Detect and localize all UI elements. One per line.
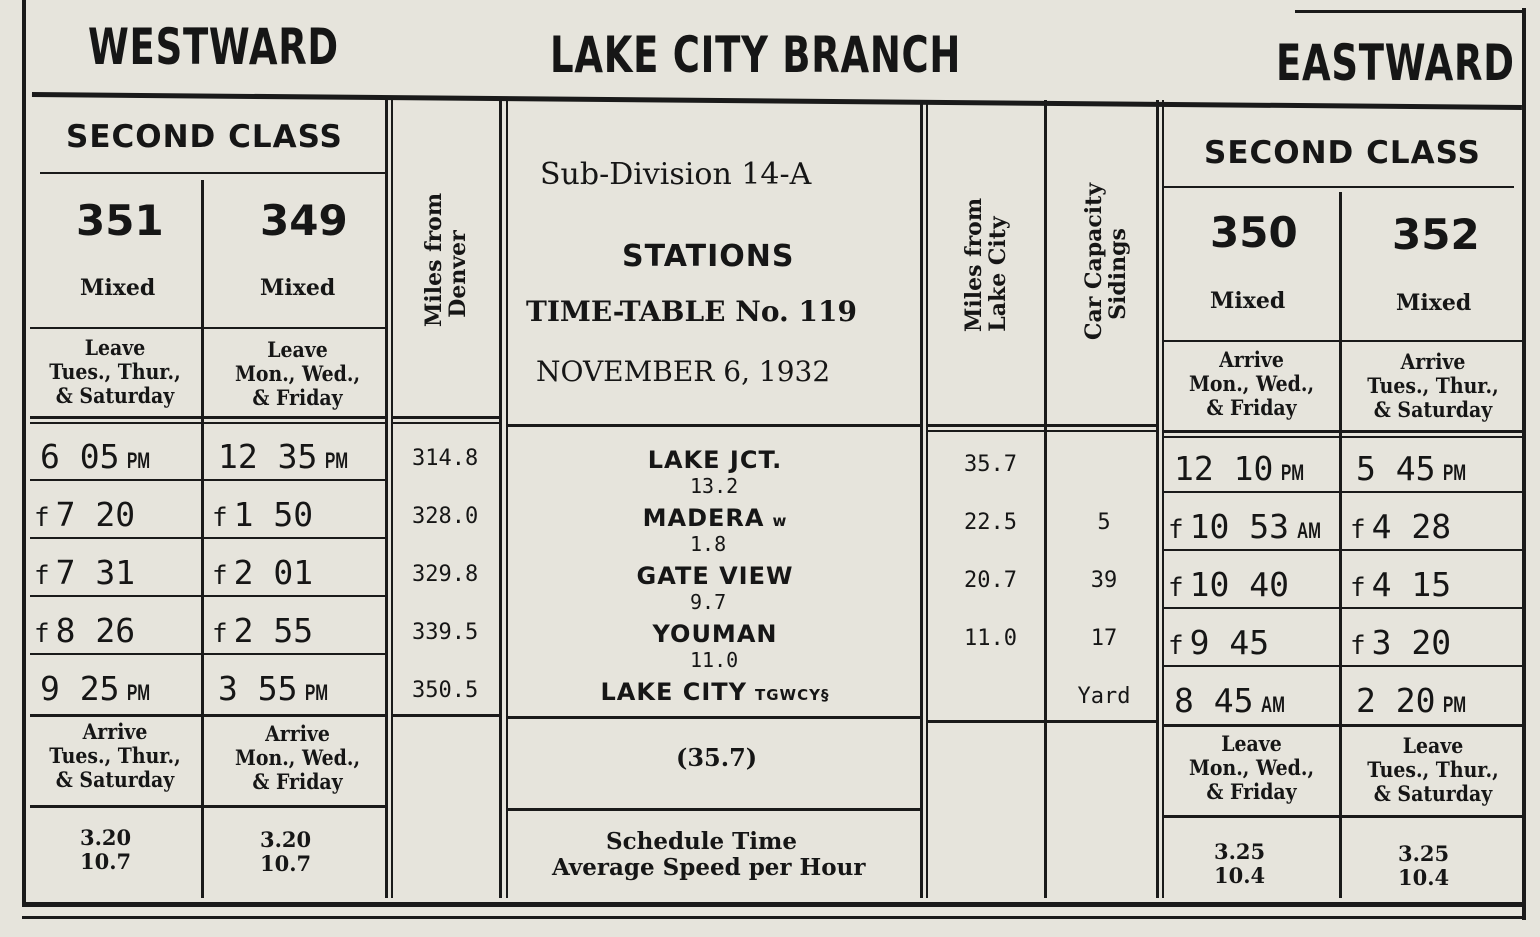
station-name xyxy=(560,506,870,530)
station-marks: w xyxy=(772,512,788,530)
time-value: 9 45 xyxy=(1189,623,1270,662)
sidings-header: Car Capacity Sidings xyxy=(1081,182,1131,340)
col-divider xyxy=(391,100,393,898)
top-border xyxy=(1295,10,1525,13)
train-number: 350 xyxy=(1210,208,1298,257)
inter-station-distance: 9.7 xyxy=(690,590,727,614)
flag-stop-mark: f xyxy=(34,619,50,649)
row-rule xyxy=(508,808,920,811)
flag-stop-mark: f xyxy=(1168,573,1184,603)
col-divider xyxy=(1156,100,1159,898)
speed-label: Average Speed per Hour xyxy=(552,854,866,881)
row-rule xyxy=(508,716,920,719)
schedule-speed: 3.20 10.7 xyxy=(80,825,132,874)
time-cell xyxy=(34,669,160,708)
train-number: 349 xyxy=(260,196,348,245)
time-value: 6 05 xyxy=(40,437,120,476)
siding-capacity: Yard xyxy=(1077,684,1131,709)
flag-stop-mark: f xyxy=(212,503,228,533)
train-type: Mixed xyxy=(1210,288,1286,314)
train-type: Mixed xyxy=(1396,290,1472,316)
bottom-rule xyxy=(22,916,1526,919)
lake-city-mileage: 20.7 xyxy=(964,568,1017,593)
train-number: 351 xyxy=(76,196,164,245)
siding-capacity: 5 xyxy=(1097,510,1111,535)
ampm: AM xyxy=(1261,692,1286,717)
time-value: 10 53 xyxy=(1189,507,1289,546)
station-label: MADERA xyxy=(642,504,765,532)
miles-from-lake-city-header: Miles from Lake City xyxy=(961,197,1011,332)
row-rule xyxy=(1164,491,1522,493)
time-cell xyxy=(34,495,143,534)
schedule-label: Schedule Time xyxy=(606,828,797,855)
flag-stop-mark: f xyxy=(212,619,228,649)
row-rule xyxy=(30,416,385,419)
time-cell xyxy=(1168,681,1296,720)
flag-stop-mark: f xyxy=(1168,515,1184,545)
time-cell xyxy=(1168,623,1277,662)
time-cell xyxy=(212,669,338,708)
time-value: 12 35 xyxy=(218,437,318,476)
row-rule xyxy=(393,714,499,717)
time-cell xyxy=(1168,449,1314,488)
siding-capacity: 17 xyxy=(1090,626,1118,651)
ampm: PM xyxy=(1281,460,1305,485)
time-cell xyxy=(212,611,321,650)
flag-stop-mark: f xyxy=(1350,573,1366,603)
arrive-days: Arrive Tues., Thur., & Saturday xyxy=(1367,349,1499,422)
col-divider xyxy=(926,100,928,898)
denver-mileage: 314.8 xyxy=(412,446,479,471)
station-name xyxy=(560,564,870,588)
westward-heading: WESTWARD xyxy=(88,18,339,76)
time-cell xyxy=(1350,565,1459,604)
ampm: PM xyxy=(1443,692,1467,717)
col-divider xyxy=(506,100,508,898)
time-cell xyxy=(34,553,143,592)
inter-station-distance: 1.8 xyxy=(690,532,727,556)
denver-mileage: 328.0 xyxy=(412,504,479,529)
station-name xyxy=(560,680,870,704)
row-rule xyxy=(1164,340,1522,342)
time-value: 2 01 xyxy=(233,553,314,592)
flag-stop-mark: f xyxy=(1350,515,1366,545)
row-rule xyxy=(30,653,385,655)
time-value: 7 20 xyxy=(55,495,136,534)
time-cell xyxy=(212,553,321,592)
row-rule xyxy=(30,805,385,808)
leave-days: Leave Tues., Thur., & Saturday xyxy=(49,335,181,408)
time-cell xyxy=(1350,449,1476,488)
arrive-days: Arrive Tues., Thur., & Saturday xyxy=(49,719,181,792)
inter-station-distance: 13.2 xyxy=(690,474,739,498)
station-label: YOUMAN xyxy=(652,620,778,648)
right-border xyxy=(1522,8,1526,920)
leave-days: Leave Mon., Wed., & Friday xyxy=(234,337,361,410)
time-value: 5 45 xyxy=(1356,449,1436,488)
stations-label: STATIONS xyxy=(622,239,795,274)
ampm: PM xyxy=(1443,460,1467,485)
time-cell xyxy=(1168,565,1297,604)
lake-city-mileage: 22.5 xyxy=(964,510,1017,535)
time-cell xyxy=(1168,507,1331,546)
row-rule xyxy=(30,479,385,481)
time-cell xyxy=(212,437,358,476)
timetable-number: TIME-TABLE No. 119 xyxy=(526,295,857,328)
row-rule xyxy=(30,714,385,717)
row-rule xyxy=(1164,430,1522,433)
time-value: 2 20 xyxy=(1356,681,1436,720)
inter-station-distance: 11.0 xyxy=(690,648,739,672)
time-value: 8 45 xyxy=(1174,681,1254,720)
row-rule xyxy=(1164,549,1522,551)
col-divider xyxy=(920,100,923,898)
col-divider xyxy=(1339,192,1342,898)
time-value: 4 15 xyxy=(1371,565,1452,604)
leave-days: Leave Tues., Thur., & Saturday xyxy=(1367,733,1499,806)
row-rule xyxy=(393,416,499,419)
time-cell xyxy=(1350,507,1459,546)
schedule-speed: 3.25 10.4 xyxy=(1214,839,1266,888)
row-rule xyxy=(1164,436,1522,438)
time-value: 3 55 xyxy=(218,669,298,708)
left-border xyxy=(22,0,26,906)
eastward-heading: EASTWARD xyxy=(1276,34,1515,92)
lake-city-mileage: 11.0 xyxy=(964,626,1017,651)
denver-mileage: 329.8 xyxy=(412,562,479,587)
ampm: AM xyxy=(1297,518,1321,543)
time-cell xyxy=(34,611,143,650)
row-rule xyxy=(393,422,499,424)
denver-mileage: 339.5 xyxy=(412,620,479,645)
time-cell xyxy=(212,495,321,534)
row-rule xyxy=(928,430,1156,432)
flag-stop-mark: f xyxy=(34,561,50,591)
ampm: PM xyxy=(325,448,349,473)
branch-title: LAKE CITY BRANCH xyxy=(550,26,962,84)
station-label: GATE VIEW xyxy=(636,562,794,590)
flag-stop-mark: f xyxy=(212,561,228,591)
schedule-speed: 3.20 10.7 xyxy=(260,827,312,876)
row-rule xyxy=(928,720,1156,723)
row-rule xyxy=(928,424,1156,427)
col-divider xyxy=(385,100,388,898)
station-marks: TGWCY§ xyxy=(755,686,830,704)
time-value: 4 28 xyxy=(1371,507,1452,546)
time-cell xyxy=(34,437,160,476)
flag-stop-mark: f xyxy=(1350,631,1366,661)
row-rule xyxy=(1164,724,1522,727)
siding-capacity: 39 xyxy=(1090,568,1118,593)
ampm: PM xyxy=(127,448,151,473)
miles-from-denver-header: Miles from Denver xyxy=(421,192,471,327)
row-rule xyxy=(1164,186,1514,188)
col-divider xyxy=(1044,100,1047,898)
arrive-days: Arrive Mon., Wed., & Friday xyxy=(234,721,361,794)
row-rule xyxy=(30,327,385,329)
bottom-border xyxy=(22,902,1526,907)
station-name xyxy=(560,448,870,472)
total-distance: (35.7) xyxy=(676,743,758,772)
east-class-label: SECOND CLASS xyxy=(1204,135,1481,171)
time-value: 9 25 xyxy=(40,669,120,708)
row-rule xyxy=(40,172,385,174)
schedule-speed: 3.25 10.4 xyxy=(1398,841,1450,890)
col-divider xyxy=(201,180,204,898)
ampm: PM xyxy=(305,680,329,705)
time-value: 3 20 xyxy=(1371,623,1452,662)
row-rule xyxy=(1164,665,1522,667)
col-divider xyxy=(499,100,502,898)
time-cell xyxy=(1350,681,1476,720)
flag-stop-mark: f xyxy=(1168,631,1184,661)
time-value: 8 26 xyxy=(55,611,136,650)
time-value: 2 55 xyxy=(233,611,314,650)
time-value: 7 31 xyxy=(55,553,136,592)
ampm: PM xyxy=(127,680,151,705)
timetable-date: NOVEMBER 6, 1932 xyxy=(536,355,831,388)
row-rule xyxy=(1164,815,1522,818)
time-value: 10 40 xyxy=(1189,565,1289,604)
row-rule xyxy=(30,595,385,597)
denver-mileage: 350.5 xyxy=(412,678,479,703)
col-divider xyxy=(1162,100,1164,898)
train-type: Mixed xyxy=(80,275,156,301)
subdivision: Sub-Division 14-A xyxy=(540,157,812,192)
station-label: LAKE CITY xyxy=(600,678,748,706)
row-rule xyxy=(30,422,385,424)
row-rule xyxy=(30,537,385,539)
station-label: LAKE JCT. xyxy=(647,446,783,474)
west-class-label: SECOND CLASS xyxy=(66,119,343,155)
time-value: 1 50 xyxy=(233,495,314,534)
header-rule xyxy=(32,92,1522,110)
train-type: Mixed xyxy=(260,275,336,301)
lake-city-mileage: 35.7 xyxy=(964,452,1017,477)
arrive-days: Arrive Mon., Wed., & Friday xyxy=(1188,347,1315,420)
train-number: 352 xyxy=(1392,210,1480,259)
flag-stop-mark: f xyxy=(34,503,50,533)
row-rule xyxy=(1164,607,1522,609)
time-cell xyxy=(1350,623,1459,662)
leave-days: Leave Mon., Wed., & Friday xyxy=(1188,731,1315,804)
time-value: 12 10 xyxy=(1174,449,1274,488)
station-name xyxy=(560,622,870,646)
row-rule xyxy=(508,424,920,427)
